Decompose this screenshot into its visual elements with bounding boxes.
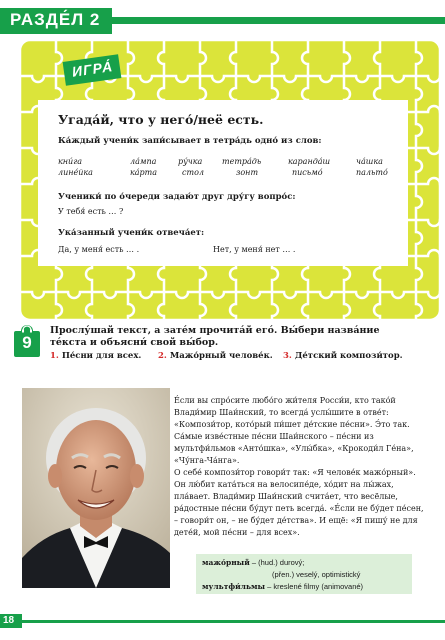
word: ла́мпа [130, 157, 157, 166]
glossary-box [196, 554, 412, 594]
ask-title: Ученики́ по о́череди задаю́т друг дру́гу вопро́с: [58, 192, 296, 202]
option-number: 3. [283, 351, 292, 361]
option-label: Де́тский компози́тор. [294, 351, 403, 361]
footer-rule [22, 620, 445, 623]
answer-no: Нет, у меня́ нет … . [213, 245, 296, 254]
word: ру́чка [178, 157, 203, 166]
word: лине́йка [58, 168, 93, 177]
reading-paragraph: Е́сли вы спро́сите любо́го жи́теля Росси́и, кто тако́й Влади́мир Шаи́нский, то всегда́ услы́шите в отве́т: «Компози́тор, кото́рый пи́шет де́тские пе́сни». Э́то так. Са́мые изве́стные пе́сни Шаи́нского – пе́сни из мультфи́льмов «Анто́шка», «Улы́бка», «Крокоди́л Ге́на», «Чу́нга-Ча́нга». [174, 396, 414, 465]
section-title: РАЗДЕ́Л 2 [10, 10, 101, 29]
glossary-definition: – kreslené filmy (animované) [265, 582, 364, 591]
option-label: Мажо́рный челове́к. [169, 351, 273, 361]
page-number: 18 [3, 615, 15, 626]
section-header [0, 0, 445, 38]
glossary-term: мажо́рный [202, 558, 250, 567]
answer-title: Ука́занный учени́к отвеча́ет: [58, 228, 205, 238]
title-option-3 [283, 351, 403, 361]
word: каранда́ш [288, 157, 331, 166]
word: письмо́ [292, 168, 323, 177]
option-label: Пе́сни для всех. [61, 351, 142, 361]
option-number: 1. [50, 351, 59, 361]
title-option-2 [158, 351, 273, 361]
section-header-rule [112, 17, 445, 24]
word: ча́шка [356, 157, 383, 166]
game-badge-label: ИГРА́ [70, 58, 115, 80]
word: пальто́ [356, 168, 388, 177]
glossary-definition: – (hud.) durový; [249, 558, 305, 567]
ask-question: У тебя́ есть … ? [58, 207, 124, 216]
word: зонт [236, 168, 259, 177]
composer-photo [22, 388, 170, 588]
option-number: 2. [158, 351, 167, 361]
word: кни́га [58, 157, 83, 166]
glossary-term: мультфи́льмы [202, 582, 266, 591]
word: ка́рта [130, 168, 158, 177]
title-option-1 [50, 351, 141, 361]
word: тетра́дь [222, 157, 262, 166]
task-instruction: Прослу́шай текст, а зате́м прочита́й его́. Вы́бери назва́ние те́кста и объясни́ свой вы́бор. [50, 325, 380, 348]
game-title: Угада́й, что у него́/неё есть. [58, 112, 264, 127]
game-instruction: Ка́ждый учени́к запи́сывает в тетра́дь одно́ из слов: [58, 136, 322, 146]
task-number: 9 [22, 333, 32, 352]
glossary-definition: (přen.) veselý, optimistický [272, 570, 361, 579]
reading-paragraph: О себе́ компози́тор говори́т так: «Я челове́к мажо́рный». Он лю́бит ката́ться на велосипе́де, хо́дит на лы́жах, пла́вает. Влади́мир Шаи́нский счита́ет, что весёлые, ра́достные пе́сни бу́дут петь всегда́. «Е́сли не бу́дет пе́сен, – говори́т он, – не бу́дет де́тства». И ещё: «Я пишу́ не для дете́й, мой пе́сни – для всех». [174, 468, 424, 537]
reading-text [174, 395, 426, 539]
word: стол [182, 168, 204, 177]
answer-yes: Да, у меня́ есть … . [58, 245, 140, 254]
